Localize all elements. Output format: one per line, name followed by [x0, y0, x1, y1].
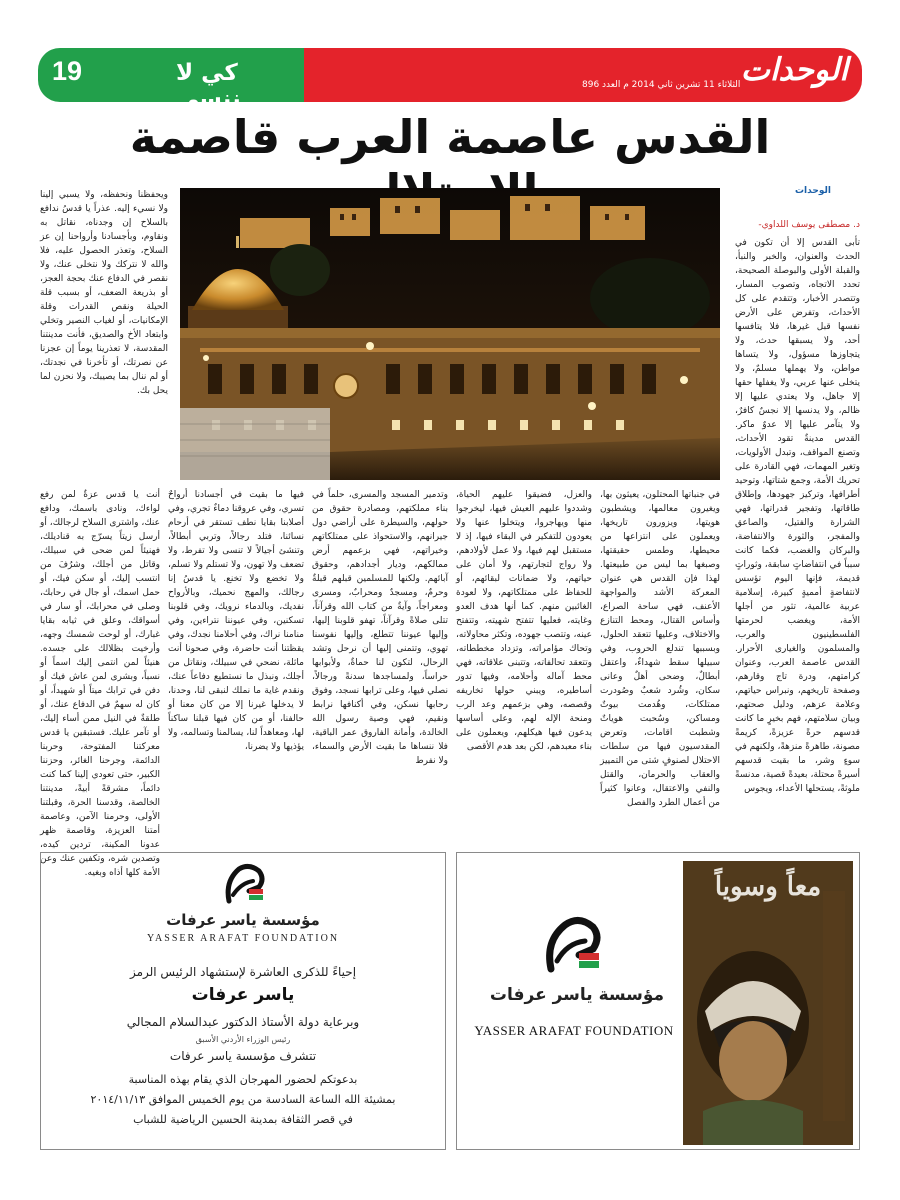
- header-green-band: [38, 48, 304, 112]
- article-column-left-top: [40, 188, 168, 480]
- book-title: معاً وسوياً: [714, 872, 822, 902]
- section-title: كي لا ننسى: [176, 60, 241, 112]
- invitation-occasion: إحياءً للذكرى العاشرة لإستشهاد الرئيس الرمز: [129, 965, 357, 979]
- invitation-ad: [40, 852, 446, 1150]
- invitation-host: تتشرف مؤسسة ياسر عرفات: [169, 1049, 317, 1063]
- article-column-2: [600, 488, 720, 828]
- article-column-6: [40, 488, 160, 878]
- paragraph: تأبى القدس إلا أن تكون في الحدث والعنوان، والخبر والنبأ، والقبلة الأولى والبوصلة الصحيحة، تحدد الاتجاه، وتصوب المسار، وتتصدر الأخبار، وتتقدم على كل الأحداث، وتفرض على الأرض نفسها قبل غيرها، فلا يتافسها أحد، ولا يسبقها حدث، ولا يتجاوزها مسؤول، ولا يتساها مواطن، ولا يهملها مسلمٌ، ولا يتخلى عنها عربي، ولا يغفلها حقها إلا جاهل، ولا يعتدي عليها إلا ظالم، ولا يدنسها إلا نجسٌ كافرٌ، ولا يتآمر عليها إلا عدوٌ ماكر. القدس مدينةٌ تقود الأحداث، وتصنع المواقف، وتبدل الأولويات، وتغير المهمات، فهي القادرة على تحريك الأمة، وجمع شتاتها، وتوحيد أطرافها، وتركيز جهودها، وإطلاق طاقاتها، وتفجير قدراتها، فهي الشرارة والفتيل، والصاعق والمفجر، والثورة والانتفاضة، والبركان والغضب، فكما كانت سبباً في انتفاضاتٍ سابقة، وثوراتٍ قديمة، فإنها اليوم تؤسس لانتفاضةٍ أمميةٍ كبيرة، إسلامية عربية عالمية، تثور من أجلها الأمة، ويغضب لحرمتها الفلسطينيون والعرب، والمسلمون والغيارى الأحرار. القدس عاصمة العرب، وعنوان كرامتهم، ودرة تاج وقارهم، وصفحة تاريخهم، ونبراس حياتهم، وعلامة عزهم، ودليل صحتهم، وبيان سلامتهم، فهم بخيرٍ ما كانت قدسهم حرةً عزيزةً، كريمةً مصونة، طاهرةً منزهةً، ولكنهم في سوءٍ وشر، ما بقيت قدسهم أسيرةً محتلة، بعيدةً قصية، مدنسةً ملوثةً، يستحلها الأعداء، ويجوس: [735, 238, 860, 794]
- article-column-3: [456, 488, 592, 828]
- article-author: د. مصطفى يوسف اللداوي-: [758, 220, 860, 230]
- book-cover-image: [683, 861, 853, 1145]
- issue-dateline: الثلاثاء 11 تشرين ثاني 2014 م العدد 896: [582, 80, 741, 90]
- page-number: 19: [52, 56, 83, 86]
- article-brand: الوحدات: [795, 186, 831, 196]
- paragraph: فيها ما بقيت في أجسادنا أرواحٌ تسري، وفي عروقنا دماءٌ تجري، وفي أصلابنا بقايا نطف تستقر في أرحام نسائنا، فتلد رجالاً، وتربي أبطالاً، وتنشئ أجيالاً لا تنسى ولا تفرط، ولا تضعف ولا تهون، ولا تستلم ولا تسلم، ولا تخضع ولا تخنع. يا قدسُ إنا رجالك، والمهج نحميك، وبالأرواح نفديك، وبالدماء نرويك، وفي قلوبنا تسكنين، وفي عيوننا نتراءين، وفي منامنا نراك، وفي أحلامنا نجدك، وفي يقظتنا أنت حاضرة، وفي صحونا أنت ماثلة، نضحي في سبيلك، ونقاتل من أجلك، ونبذل ما نستطيع دفاعاً عنك، ونقدم غاية ما نملك لنبقى لنا، وحدنا، لا يدخلها غيرنا إلا من كان معنا أو حالفنا، أو من كان فيها قبلنا ساكناً لها، ومعاهداً لنا، يسالمنا وتسالمه، ولا يؤذيها ولا يضرنا،: [168, 490, 304, 752]
- article-column-4: [312, 488, 448, 828]
- invitation-patron: وبرعاية دولة الأستاذ الدكتور عبدالسلام المجالي: [126, 1015, 360, 1029]
- invitation-honoree: ياسر عرفات: [191, 985, 295, 1005]
- paragraph: ويحفظنا ونحفظه، ولا يسبي إلينا ولا نسيء إليه. عذراً يا قدسُ ندافع بالسلاح إن وجدناه، نقاتل به ونقاوم، وبأجسادنا وأرواحنا إن عز السلاح، وتعذر الحصول عليه، فلا والله لا نتركك ولا نتخلى عنك، ولا نقصر في الدفاع عنك بحجة العجز، أو بذريعة الضعف، أو بسبب قلة الحيلة ونقص القدرات وقلة الإمكانيات، أو لغياب النصير وتخلي وابتعاد الأخ والصديق، فأنت مدينتنا المقدسة، لا تعذرينا يوماً إن عجزنا عن نصرتك، أو تأخرنا في نجدتك، أو لم ننال بما يصيبك، ولا نحزن لما يحل بك.: [40, 190, 168, 396]
- arafat-foundation-logo-icon: [537, 913, 607, 979]
- header-red-band: [304, 48, 862, 102]
- foundation-ad: [456, 852, 860, 1150]
- article-column-5: [168, 488, 304, 828]
- invitation-call: بدعوتكم لحضور المهرجان الذي يقام بهذه المناسبة: [128, 1073, 358, 1086]
- arafat-foundation-logo-icon: [219, 861, 269, 909]
- al-aqsa-night-photo: [180, 188, 720, 480]
- foundation-name-english: YASSER ARAFAT FOUNDATION: [474, 1023, 674, 1038]
- invitation-venue: في قصر الثقافة بمدينة الحسين الرياضية للشباب: [133, 1113, 353, 1126]
- article-column-1: [735, 236, 860, 826]
- foundation-name-arabic: مؤسسة ياسر عرفات: [166, 911, 320, 929]
- article-headline: القدس عاصمة العرب قاصمة: [129, 110, 771, 164]
- paragraph: والعزل، فضيقوا عليهم الحياة، وشددوا عليهم العيش فيها، ليخرجوا منها ويهاجروا، ويتخلوا عنها ولا يعودون للتفكير في البقاء فيها، إذ لا مستقبل لهم فيها، ولا عمل لأولادهم، ولا رواج لتجارتهم، ولا أمان على حياتهم، ولا ضمانات لبقائهم، أو للحفاظ على ممتلكاتهم، ولا لعودة الغائبين منهم. كما أنها هدف العدو وغايته، فعليها تتفتح شهيته، وتتفتح عينه، وتتصب جهوده، وتكثر محاولاته، وتحاك مؤامراته، وتزداد مخططاته، وتتعقد تحالفاته، وتتبنى علاقاته، فهي محط آماله وأحلامه، وفيها تدور أساطيره، ويبني حولها تخاريفه وقصصه، وهي بزعمهم وعد الرب ومنحة الإله لهم، وعلى أساسها يدعون فيها هيكلهم، ويعملون على بناء معبدهم، لكن بعد هدم الأقصى: [456, 490, 592, 752]
- foundation-name-english: YASSER ARAFAT FOUNDATION: [146, 933, 340, 944]
- page-header: [38, 48, 862, 112]
- newspaper-logo: الوحدات: [740, 52, 848, 88]
- paragraph: في جنباتها المحتلون، يعيثون بها، ويغيرون معالمها، ويشطبون هويتها، ويزورون تاريخها، ويعملون على انتزاعها من محيطها، وطمس حقيقتها، وصبغها بما ليس من طبيعتها. لهذا فإن القدس هي عنوان المعركة الأشد والمواجهة الأعنف، فهي ساحة الصراع، وأساس القتال، ومحط التنازع والاختلاف، وعليها تتعقد الحلول، وبسببها تندلع الحروب، وفي سبيلها سقط شهداءٌ، واعتقل أبطالٌ، وضحى أهلٌ وعانى سكان، وشُرد شعبٌ وصُودرت ممتلكات، وهُدمت بيوتٌ ومساكن، وسُحبت هوياتٌ وشطبت اقامات، وتعرض المقدسيون فيها من سلطات الاحتلال لصنوفٍ شتى من التمييز والعقاب والحرمان، والقتل والنفي والاعتقال، وعانوا كثيراً من أعمال الطرد والفصل: [600, 490, 720, 808]
- paragraph: أنت يا قدس عزةٌ لمن رفع لواءك، ونادى باسمك، ودافع عنك، واشترى السلاح لرجالك، أو أرسل زيتاً يسرّج به قناديلك، فهنيئاً لمن ضحى في سبيلك، وقاتل من أجلك، وشرُفَ من انتسب إليك، أو سكن فيك، أو حمل اسمك، أو جال في رحابك، وصلى في محرابك، أو سار في أسواقك، وعلق في ثيابه بقايا غبارك، أو لوحت شمسك وجهه، وأرخيت بظلالك على جسده. هنيئاً لمن انتمى إليك اسماً أو نسباً، وبشرى لمن عاش فيك أو دفن في ترابك ميتاً أو شهيداً، أو كان له سهمٌ في الدفاع عنك، أو طلقةٌ في النيل ممن أساء إليك، أو تآمر عليك. فستبقين يا قدس معركتنا المفتوحة، وحربنا الدائمة، وجرحنا الغائر، وحزننا الكبير، حتى تعودي إلينا كما كنت دائماً، مشرقةً أبيةً، مدينتنا الخالصة، وقدسنا الحرة، وقبلتنا الأولى، وحرمنا الآمن، وعاصمة أمتنا العزيزة، وقاصمة ظهر عدونا المكينة، تردين كيده، وتصدين شره، وتكفين عنك وعن الأمة كلها أذاه وبغيه.: [40, 490, 160, 878]
- paragraph: وتدمير المسجد والمسرى، حلماً في بناء مملكتهم، ومصادرة حقوق من حولهم، والسيطرة على أراضي دول جيرانهم، والاستحواذ على ممتلكاتهم وخيراتهم، فهي بزعمهم أرض ممالكهم، وديار أجدادهم، وحقوق آبائهم. ولكنها للمسلمين قبلهم قبلةٌ وحرمٌ، ومسجدٌ ومحرابٌ، ومسرى ومعراجاً، وآيةٌ من كتاب الله وقرآناً، تتلى صلاةً وقرآناً، تهفو قلوبنا إليها، وإليها عيوننا تتطلع، وإليها نفوسنا تهوي، وتتمنى إليها أن نرحل وتشد الرحال، لتكون لنا حماةٌ، ولأبوابها حراساً، ولمساجدها سدنةً ورجالاً، نصلي فيها، وعلى ترابها نسجد، وفوق رحابها نسكن، وفي أكنافها نرابط ونقيم، فهي وصية رسول الله الخالدة، وأمانة الفاروق عمر الباقية، فلا ننساها ما بقيت الأرض والسماء، ولا نفرط: [312, 490, 448, 766]
- invitation-patron-title: رئيس الوزراء الأردني الأسبق: [195, 1035, 291, 1044]
- foundation-name-arabic: مؤسسة ياسر عرفات: [489, 985, 665, 1005]
- invitation-datetime: بمشيئة الله الساعة السادسة من يوم الخميس الموافق ٢٠١٤/١١/١٣: [90, 1093, 396, 1106]
